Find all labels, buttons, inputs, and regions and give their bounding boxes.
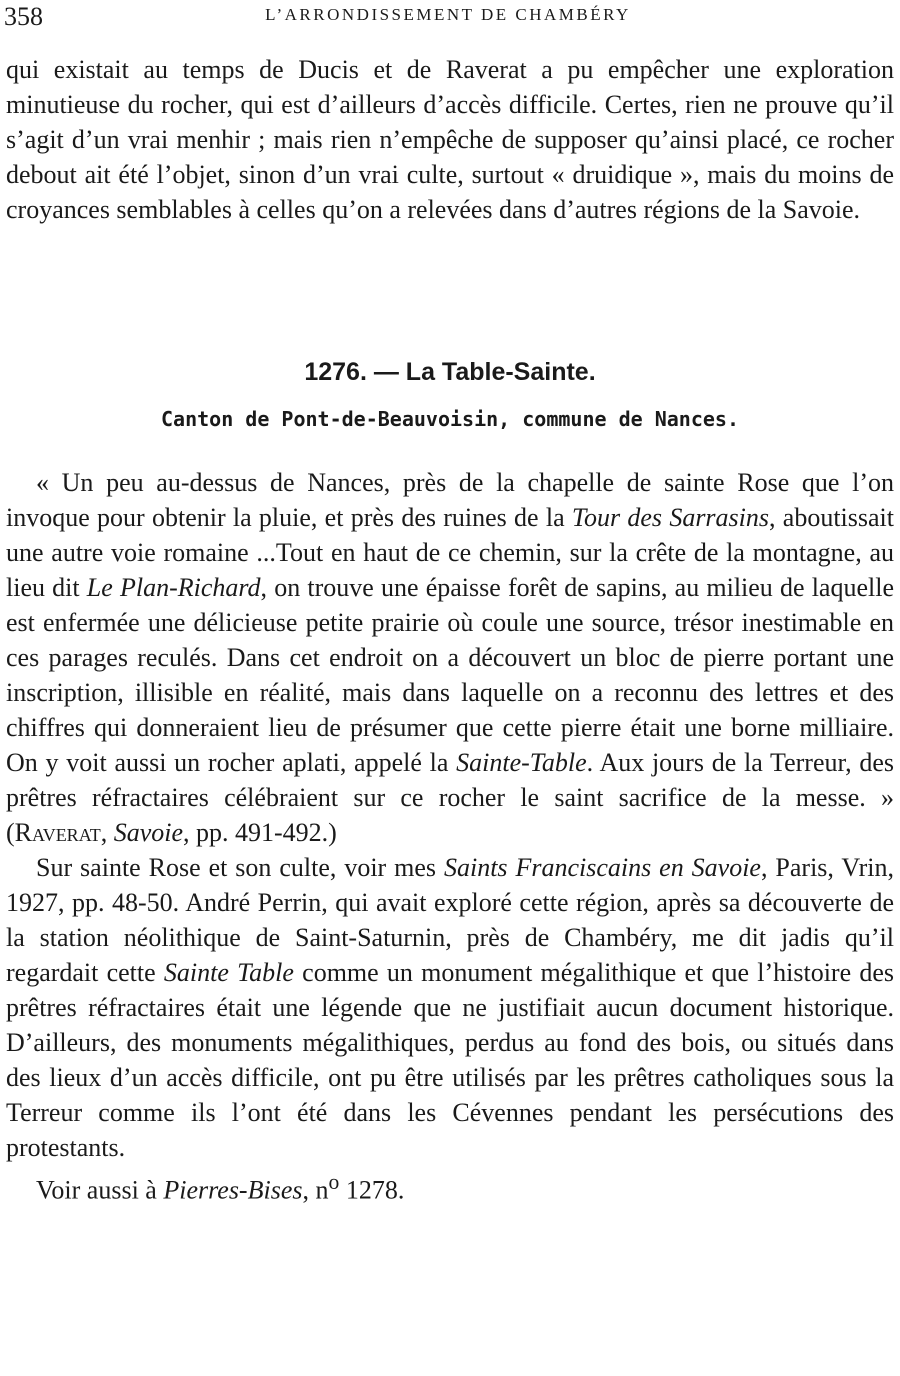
quote-italic: Le Plan-Richard xyxy=(86,573,261,602)
commentary-italic: Saints Franciscains en Savoie xyxy=(443,853,761,882)
commentary-text: Sur sainte Rose et son culte, voir mes xyxy=(36,853,444,882)
commentary-paragraph xyxy=(6,850,894,1165)
page-number: 358 xyxy=(4,2,43,31)
commentary-text: , Paris, Vrin, 1927, pp. 48-50. André Perrin, qui avait exploré cette région, après sa découverte de la station néolithique de Saint-Saturnin, près de Chambéry, me dit jadis qu’il regardait cette xyxy=(6,853,894,987)
quote-text: . Aux jours de la Terreur, des prêtres réfractaires célébraient sur ce rocher le saint sacrifice de la messe. » ( xyxy=(6,748,894,847)
see-also-text: Voir aussi à xyxy=(36,1175,164,1205)
entry-subtitle: Canton de Pont-de-Beauvoisin, commune de Nances. xyxy=(161,407,739,431)
quote-text: , aboutissait une autre voie romaine ...Tout en haut de ce chemin, sur la crête de la montagne, au lieu dit xyxy=(6,503,894,602)
quote-italic: Tour des Sarrasins xyxy=(571,503,770,532)
see-also-sup: o xyxy=(328,1170,340,1194)
quote-author: Raverat xyxy=(14,818,101,847)
quote-paragraph xyxy=(6,465,894,850)
see-also-text: , n xyxy=(302,1175,329,1205)
quote-italic: Sainte-Table xyxy=(456,748,587,777)
see-also-text: 1278. xyxy=(339,1175,405,1205)
quote-text: , pp. 491-492.) xyxy=(183,818,337,847)
commentary-text: comme un monument mégalithique et que l’histoire des prêtres réfractaires était une légende que ne justifiait aucun document historique. D’ailleurs, des monuments mégalithiques, perdus au fond des bois, ou situés dans des lieux d’un accès difficile, ont pu être utilisés par les prêtres catholiques sous la Terreur comme ils l’ont été dans les Cévennes pendant les persécutions des protestants. xyxy=(6,958,894,1162)
entry-body xyxy=(6,465,894,1208)
commentary-italic: Sainte Table xyxy=(163,958,294,987)
quote-italic: Savoie xyxy=(113,818,184,847)
entry-title: 1276. — La Table-Sainte. xyxy=(304,358,596,386)
quote-text: , on trouve une épaisse forêt de sapins, au milieu de laquelle est enfermée une délicieuse petite prairie où coule une source, trésor inestimable en ces parages reculés. Dans cet endroit on a découvert un bloc de pierre portant une inscription, illisible en réalité, mais dans laquelle on a reconnu des lettres et des chiffres qui donneraient lieu de présumer que cette pierre était une borne milliaire. On y voit aussi un rocher aplati, appelé la xyxy=(6,573,895,777)
see-also-paragraph xyxy=(6,1165,894,1208)
running-title: L’ARRONDISSEMENT DE CHAMBÉRY xyxy=(265,5,631,24)
quote-text: , xyxy=(100,818,114,847)
see-also-link: Pierres-Bises xyxy=(163,1175,303,1205)
intro-paragraph: qui existait au temps de Ducis et de Raverat a pu empêcher une exploration minutieuse du rocher, qui est d’ailleurs d’accès difficile. Certes, rien ne prouve qu’il s’agit d’un vrai menhir ; mais rien n’empêche de supposer qu’ainsi placé, ce rocher debout ait été l’objet, sinon d’un vrai culte, surtout « druidique », mais du moins de croyances semblables à celles qu’on a relevées dans d’autres régions de la Savoie. xyxy=(6,55,894,224)
quote-text: « Un peu au-dessus de Nances, près de la chapelle de sainte Rose que l’on invoque pour obtenir la pluie, et près des ruines de la xyxy=(6,468,894,532)
intro-section xyxy=(6,52,894,227)
page-header xyxy=(4,0,892,30)
